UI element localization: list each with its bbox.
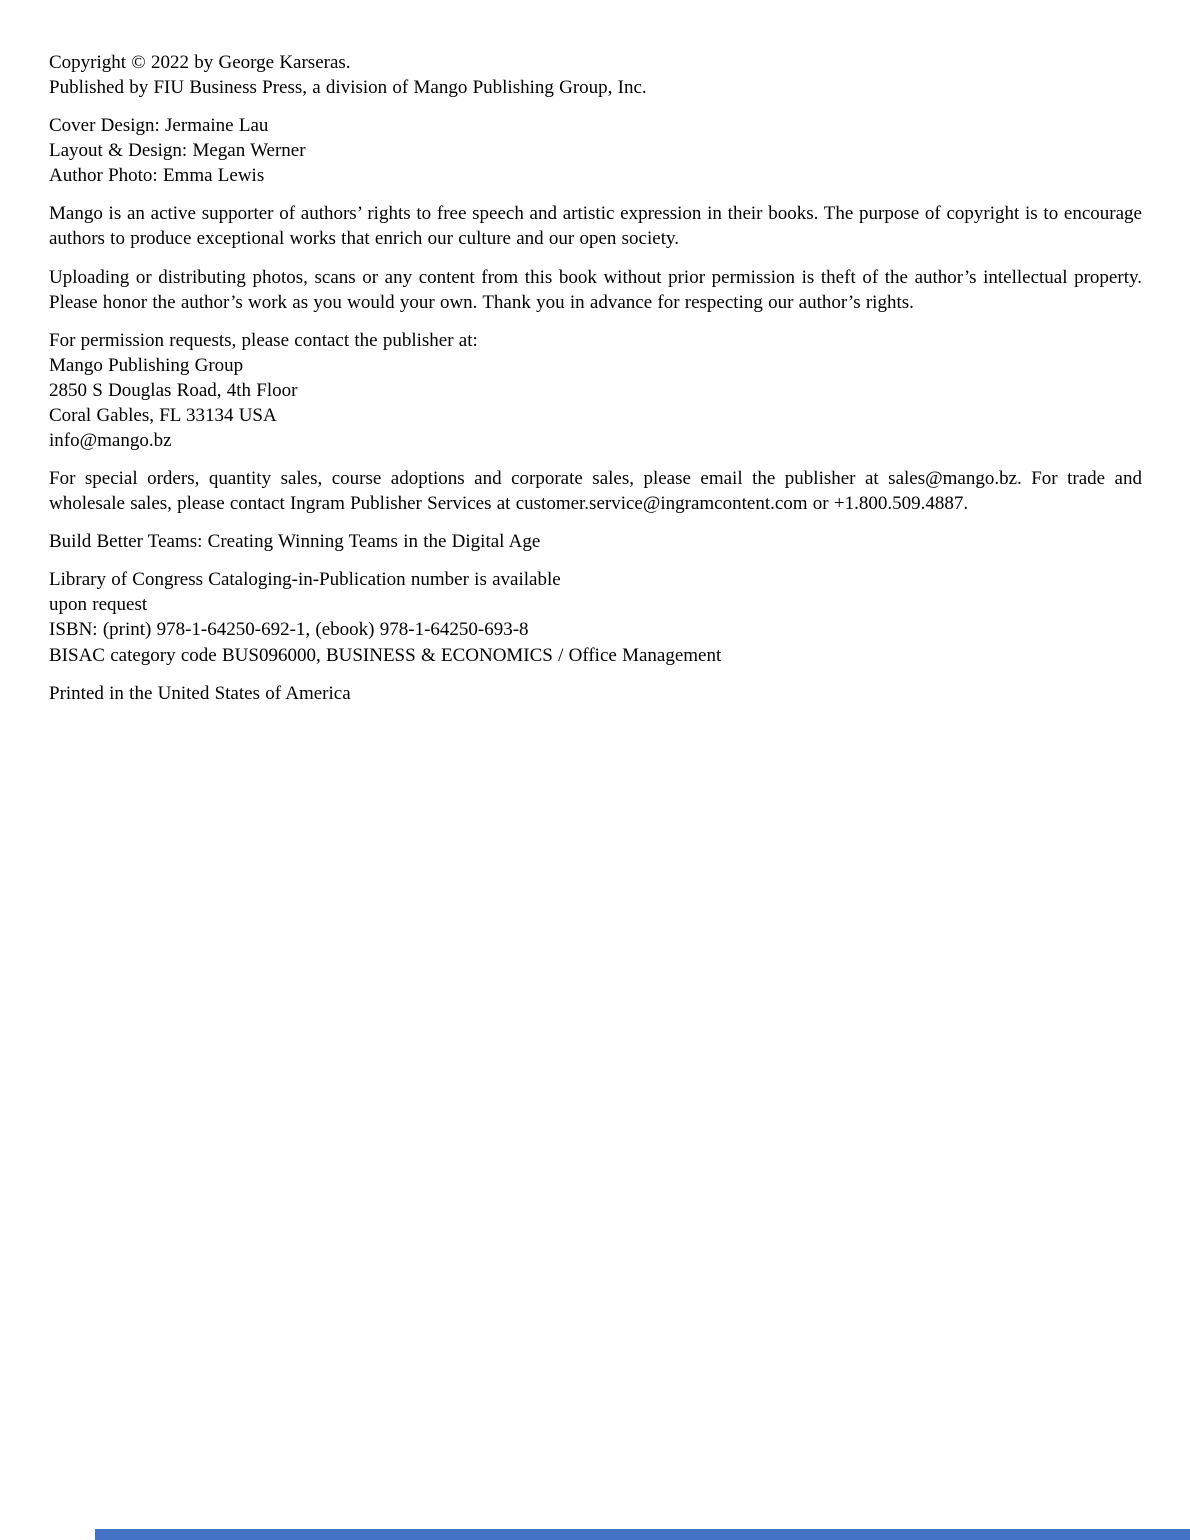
paragraph-line: Mango is an active supporter of authors’ rights to free speech and artistic expression in their books. The purpose of copyright is to encourage authors to produce exceptional works that enrich our culture and our open society. <box>49 203 1142 250</box>
paragraph-line: Copyright © 2022 by George Karseras. <box>49 52 351 73</box>
paragraph-line: upon request <box>49 594 148 616</box>
paragraph-line: info@mango.bz <box>49 430 172 452</box>
paragraph <box>49 50 1142 100</box>
paragraph-line: BISAC category code BUS096000, BUSINESS & ECONOMICS / Office Management <box>49 644 722 666</box>
paragraph-line: For permission requests, please contact the publisher at: <box>49 329 478 351</box>
copyright-text-block <box>49 50 1142 706</box>
paragraph <box>49 265 1142 315</box>
paragraph <box>49 681 1142 706</box>
paragraph <box>49 466 1142 516</box>
paragraph <box>49 328 1142 453</box>
paragraph-line: Cover Design: Jermaine Lau <box>49 115 269 137</box>
paragraph-line: 2850 S Douglas Road, 4th Floor <box>49 379 298 401</box>
paragraph-line: Printed in the United States of America <box>49 682 351 704</box>
paragraph-line: Published by FIU Business Press, a division of Mango Publishing Group, Inc. <box>49 77 647 99</box>
paragraph <box>49 201 1142 251</box>
paragraph-line: Layout & Design: Megan Werner <box>49 140 306 162</box>
paragraph-line: Build Better Teams: Creating Winning Teams in the Digital Age <box>49 531 541 553</box>
paragraph <box>49 529 1142 554</box>
paragraph-line: Mango Publishing Group <box>49 354 244 376</box>
paragraph-line: ISBN: (print) 978-1-64250-692-1, (ebook) 978-1-64250-693-8 <box>49 619 529 641</box>
bottom-accent-bar <box>95 1529 1190 1540</box>
paragraph-line: Author Photo: Emma Lewis <box>49 165 265 187</box>
paragraph-line: Library of Congress Cataloging-in-Publication number is available <box>49 569 561 591</box>
paragraph-line: Uploading or distributing photos, scans or any content from this book without prior permission is theft of the author’s intellectual property. Please honor the author’s work as you would your own. Thank you in advance for respecting our author’s rights. <box>49 266 1142 313</box>
paragraph-line: For special orders, quantity sales, course adoptions and corporate sales, please email the publisher at sales@mango.bz. For trade and wholesale sales, please contact Ingram Publisher Services at customer.service@ingramcontent.com or +1.800.509.4887. <box>49 468 1142 515</box>
paragraph-line: Coral Gables, FL 33134 USA <box>49 404 277 426</box>
paragraph <box>49 567 1142 667</box>
paragraph <box>49 113 1142 188</box>
